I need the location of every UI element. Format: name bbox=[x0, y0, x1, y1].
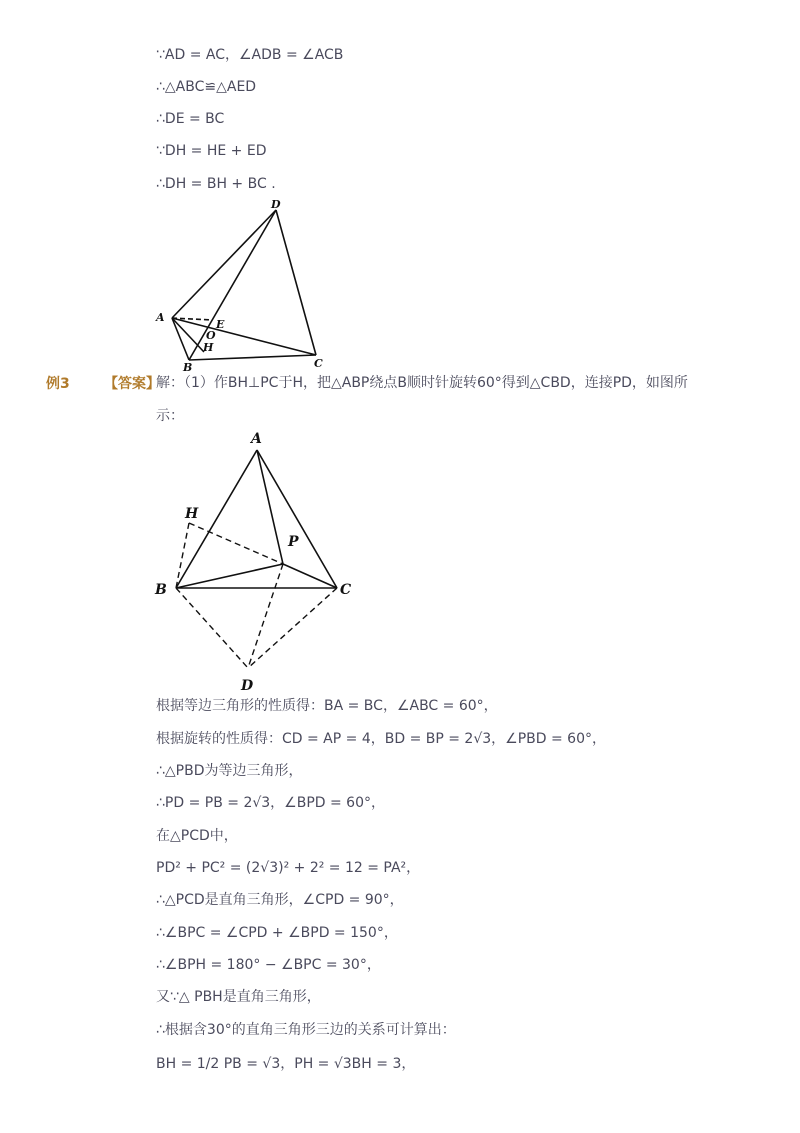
label-B: B bbox=[183, 361, 193, 374]
edge-BC bbox=[189, 355, 316, 360]
answer-label: 【答案】 bbox=[104, 376, 160, 392]
solution-line-3: ∴△PBD为等边三角形， bbox=[156, 763, 303, 779]
label-A: A bbox=[156, 311, 165, 324]
dashed-HP bbox=[189, 523, 283, 564]
proof-line-2: ∴△ABC≌△AED bbox=[156, 79, 257, 95]
label-E: E bbox=[216, 318, 225, 331]
example-label: 例3 bbox=[46, 376, 70, 392]
label-B: B bbox=[155, 582, 167, 598]
solution-line-9: ∴∠BPH = 180° − ∠BPC = 30°， bbox=[156, 957, 381, 973]
proof-line-3: ∴DE = BC bbox=[156, 111, 225, 127]
label-H: H bbox=[203, 341, 214, 354]
proof-line-5: ∴DH = BH + BC . bbox=[156, 176, 276, 192]
edge-AC bbox=[172, 318, 316, 355]
geometry-figure-1 bbox=[150, 195, 340, 375]
intro-line-1: 解：（1）作BH⊥PC于H，把△ABP绕点B顺时针旋转60°得到△CBD，连接PD，如图所 bbox=[156, 375, 688, 391]
solution-line-2: 根据旋转的性质得：CD = AP = 4，BD = BP = 2√3，∠PBD = 60°， bbox=[156, 731, 606, 747]
dashed-BD bbox=[176, 588, 248, 668]
edge-PC bbox=[283, 564, 337, 588]
label-D: D bbox=[241, 678, 254, 693]
proof-line-1: ∵AD = AC，∠ADB = ∠ACB bbox=[156, 47, 344, 63]
label-A: A bbox=[251, 431, 262, 447]
solution-line-1: 根据等边三角形的性质得：BA = BC，∠ABC = 60°， bbox=[156, 698, 498, 714]
edge-DC bbox=[276, 210, 316, 355]
label-C: C bbox=[340, 582, 352, 598]
edge-AB bbox=[172, 318, 189, 360]
solution-line-11: ∴根据含30°的直角三角形三边的关系可计算出： bbox=[156, 1022, 456, 1038]
solution-line-7: ∴△PCD是直角三角形，∠CPD = 90°， bbox=[156, 892, 404, 908]
solution-line-5: 在△PCD中， bbox=[156, 828, 238, 844]
edge-BP bbox=[176, 564, 283, 588]
intro-line-2: 示： bbox=[156, 408, 184, 424]
dashed-PD bbox=[248, 564, 283, 668]
label-O: O bbox=[206, 329, 216, 342]
solution-line-4: ∴PD = PB = 2√3，∠BPD = 60°， bbox=[156, 795, 385, 811]
label-D: D bbox=[271, 198, 281, 211]
edge-AH bbox=[172, 318, 204, 352]
geometry-figure-2 bbox=[150, 428, 360, 693]
edge-DA bbox=[172, 210, 276, 318]
edge-AP bbox=[257, 450, 283, 564]
dashed-CD bbox=[248, 588, 337, 668]
label-P: P bbox=[288, 534, 299, 550]
solution-line-8: ∴∠BPC = ∠CPD + ∠BPD = 150°， bbox=[156, 925, 398, 941]
solution-line-10: 又∵△ PBH是直角三角形， bbox=[156, 989, 321, 1005]
label-C: C bbox=[314, 357, 323, 370]
label-H: H bbox=[185, 506, 199, 522]
edge-DB bbox=[189, 210, 276, 360]
proof-line-4: ∵DH = HE + ED bbox=[156, 143, 267, 159]
solution-line-6: PD² + PC² = (2√3)² + 2² = 12 = PA²， bbox=[156, 860, 421, 876]
solution-line-12: BH = 1/2 PB = √3，PH = √3BH = 3， bbox=[156, 1056, 416, 1072]
